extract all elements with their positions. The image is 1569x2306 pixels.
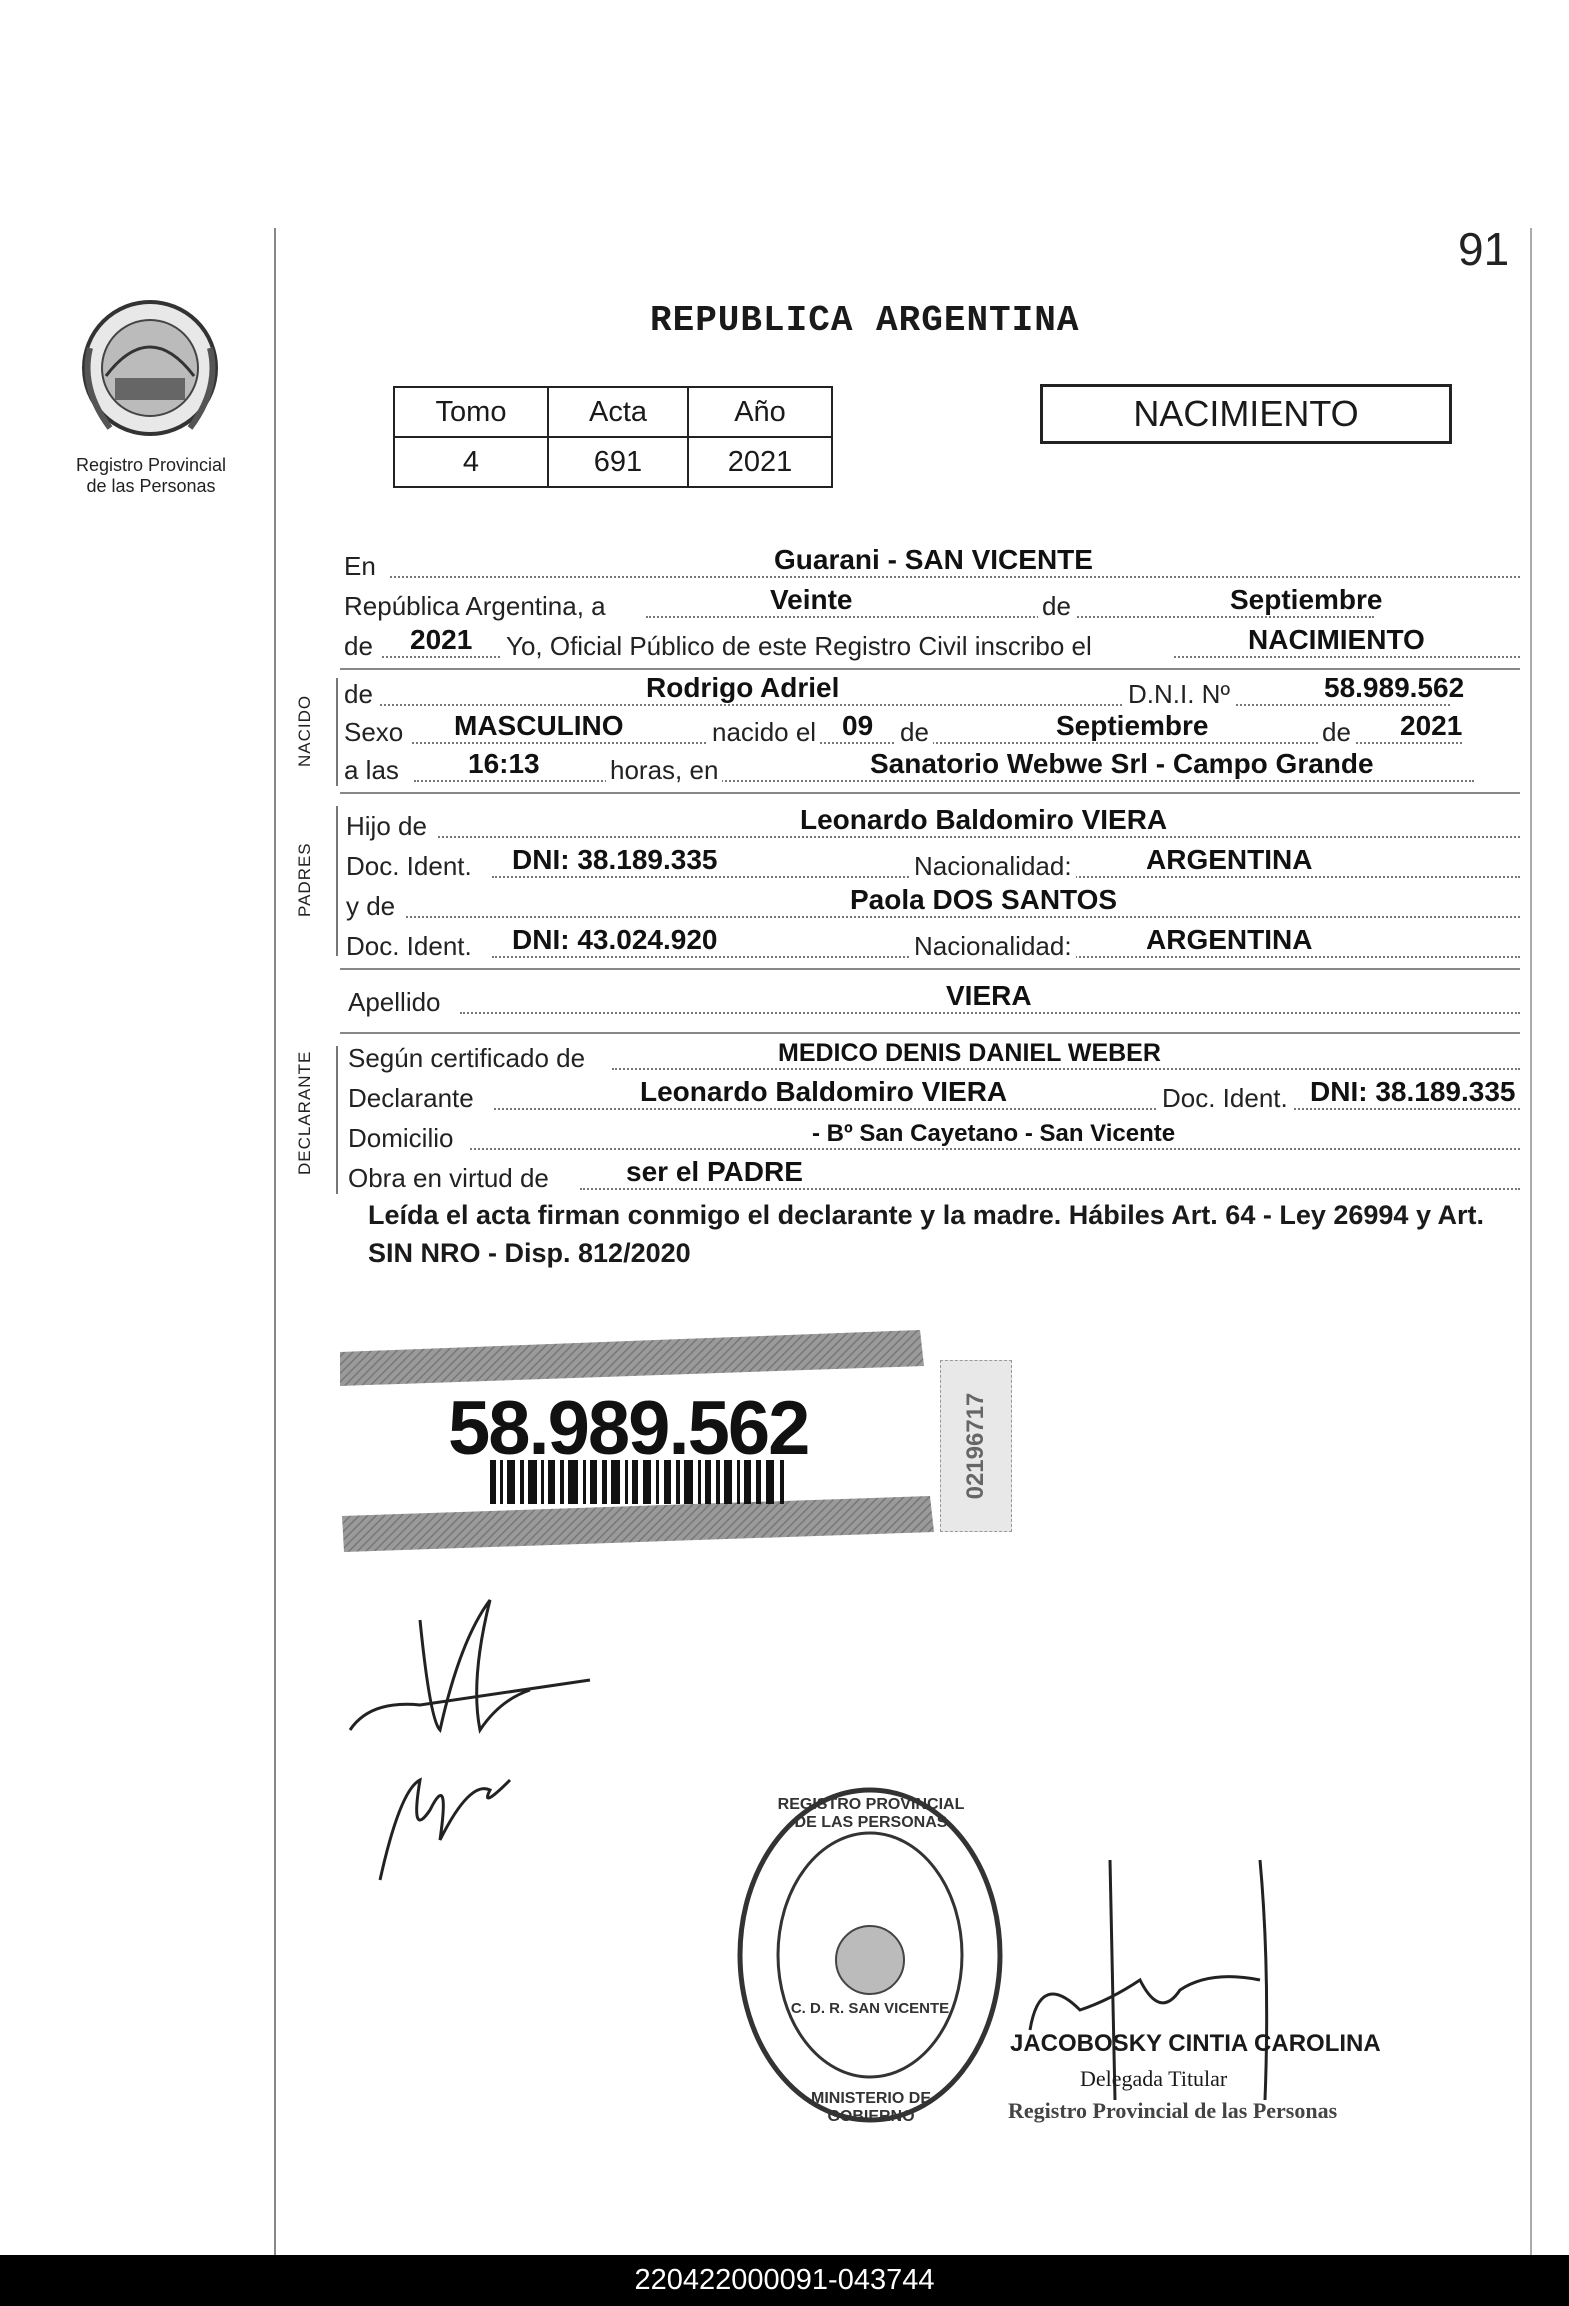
value-mother-name: Paola DOS SANTOS bbox=[850, 884, 1118, 915]
nacido-section-label: NACIDO bbox=[295, 694, 314, 767]
label-nacionalidad: Nacionalidad: bbox=[910, 851, 1076, 882]
row-date bbox=[340, 584, 1520, 624]
separator-line bbox=[340, 968, 1520, 970]
label-inscribo: Yo, Oficial Público de este Registro Civil inscribo el bbox=[506, 631, 1092, 661]
header-tomo: Tomo bbox=[394, 387, 548, 437]
row-certificado bbox=[340, 1040, 1520, 1076]
label-declarante: Declarante bbox=[348, 1083, 474, 1113]
footer-record-code: 220422000091-043744 bbox=[0, 2255, 1569, 2306]
label-dni: D.N.I. Nº bbox=[1124, 679, 1234, 710]
value-apellido: VIERA bbox=[946, 980, 1032, 1011]
value-birth-year: 2021 bbox=[1400, 710, 1463, 741]
row-en bbox=[340, 544, 1520, 584]
dots bbox=[646, 616, 1374, 618]
row-nacido-name bbox=[340, 672, 1520, 712]
row-domicilio bbox=[340, 1120, 1520, 1156]
value-father-name: Leonardo Baldomiro VIERA bbox=[800, 804, 1168, 835]
issuer-caption-line2: de las Personas bbox=[86, 476, 216, 496]
left-margin-line bbox=[274, 228, 276, 2258]
closing-statement: Leída el acta firman conmigo el declarante y la madre. Hábiles Art. 64 - Ley 26994 y Art. SIN NRO - Disp. 812/2020 bbox=[368, 1200, 1484, 1268]
label-de-year: de bbox=[344, 631, 373, 661]
value-year: 2021 bbox=[410, 624, 473, 655]
label-doc-ident: Doc. Ident. bbox=[346, 851, 472, 881]
padres-section-label: PADRES bbox=[295, 842, 314, 917]
dots bbox=[406, 916, 1520, 918]
value-mother-doc: DNI: 43.024.920 bbox=[512, 924, 718, 955]
value-sexo: MASCULINO bbox=[454, 710, 624, 741]
row-declarante bbox=[340, 1076, 1520, 1116]
label-sexo: Sexo bbox=[344, 717, 404, 747]
label-horas-en: horas, en bbox=[606, 755, 722, 786]
label-de-month: de bbox=[1318, 717, 1355, 748]
label-doc-ident: Doc. Ident. bbox=[1158, 1083, 1292, 1114]
padres-section-bar bbox=[336, 806, 338, 956]
seal-top-text: REGISTRO PROVINCIAL DE LAS PERSONAS bbox=[777, 1796, 965, 1831]
issuer-caption bbox=[40, 455, 262, 497]
row-mother-doc bbox=[340, 924, 1520, 964]
value-birth-day: 09 bbox=[842, 710, 874, 741]
dots bbox=[380, 704, 1450, 706]
value-month: Septiembre bbox=[1230, 584, 1383, 615]
dots bbox=[580, 1188, 1520, 1190]
officer-role: Delegada Titular bbox=[1080, 2066, 1228, 2091]
row-apellido bbox=[340, 980, 1520, 1020]
dots bbox=[382, 656, 500, 658]
dots bbox=[438, 836, 1520, 838]
row-nacido-time bbox=[340, 748, 1520, 788]
label-certificado: Según certificado de bbox=[348, 1043, 586, 1073]
row-father-doc bbox=[340, 844, 1520, 884]
value-ano: 2021 bbox=[688, 437, 832, 487]
value-father-nat: ARGENTINA bbox=[1146, 844, 1313, 875]
dots bbox=[414, 780, 1474, 782]
label-nacionalidad: Nacionalidad: bbox=[910, 931, 1076, 962]
value-inscribo: NACIMIENTO bbox=[1248, 624, 1425, 655]
country-title: REPUBLICA ARGENTINA bbox=[650, 300, 1080, 341]
label-domicilio: Domicilio bbox=[348, 1123, 454, 1153]
row-hijo-de bbox=[340, 804, 1520, 844]
separator-line bbox=[340, 792, 1520, 794]
label-a-las: a las bbox=[344, 755, 399, 785]
label-hijo-de: Hijo de bbox=[346, 811, 427, 841]
dots bbox=[470, 1148, 1520, 1150]
row-obra bbox=[340, 1156, 1520, 1196]
value-mother-nat: ARGENTINA bbox=[1146, 924, 1313, 955]
value-child-name: Rodrigo Adriel bbox=[646, 672, 840, 703]
label-de-name: de bbox=[344, 679, 373, 709]
label-obra: Obra en virtud de bbox=[348, 1163, 549, 1193]
dots bbox=[412, 742, 1462, 744]
label-doc-ident: Doc. Ident. bbox=[346, 931, 472, 961]
label-en: En bbox=[344, 551, 376, 581]
id-label-number: 58.989.562 bbox=[448, 1386, 809, 1471]
stamp-code-text: 02196717 bbox=[962, 1392, 989, 1500]
separator-line bbox=[340, 668, 1520, 670]
seal-bottom-text: MINISTERIO DE GOBIERNO bbox=[810, 2090, 931, 2125]
dots bbox=[612, 1068, 1520, 1070]
value-locality: Guarani - SAN VICENTE bbox=[774, 544, 1093, 575]
label-y-de: y de bbox=[346, 891, 396, 921]
value-obra: ser el PADRE bbox=[626, 1156, 803, 1187]
dots bbox=[1174, 656, 1520, 658]
registry-seal-stamp bbox=[730, 1780, 1010, 2130]
value-child-dni: 58.989.562 bbox=[1324, 672, 1465, 703]
row-year bbox=[340, 624, 1520, 664]
value-father-doc: DNI: 38.189.335 bbox=[512, 844, 718, 875]
mother-signature bbox=[370, 1750, 520, 1890]
stamp-code-box bbox=[940, 1360, 1012, 1532]
value-domicilio: - Bº San Cayetano - San Vicente bbox=[812, 1120, 1176, 1147]
officer-name: JACOBOSKY CINTIA CAROLINA bbox=[1010, 2030, 1381, 2057]
separator-line bbox=[340, 1032, 1520, 1034]
dots bbox=[494, 1108, 1520, 1110]
register-table bbox=[393, 386, 833, 488]
label-republica: República Argentina, a bbox=[344, 591, 606, 621]
document-type-box: NACIMIENTO bbox=[1040, 384, 1452, 444]
label-nacido-el: nacido el bbox=[708, 717, 820, 748]
value-declarante: Leonardo Baldomiro VIERA bbox=[640, 1076, 1008, 1107]
value-acta: 691 bbox=[548, 437, 688, 487]
province-seal-logo bbox=[70, 288, 230, 448]
dots bbox=[390, 576, 1520, 578]
label-de-day: de bbox=[896, 717, 933, 748]
value-birth-time: 16:13 bbox=[468, 748, 540, 779]
issuer-caption-line1: Registro Provincial bbox=[75, 455, 227, 475]
nacido-section-bar bbox=[336, 678, 338, 786]
declarante-section-bar bbox=[336, 1046, 338, 1194]
row-y-de bbox=[340, 884, 1520, 924]
value-certificado: MEDICO DENIS DANIEL WEBER bbox=[778, 1039, 1161, 1067]
value-birth-month: Septiembre bbox=[1056, 710, 1209, 741]
header-acta: Acta bbox=[548, 387, 688, 437]
label-apellido: Apellido bbox=[348, 987, 441, 1017]
header-ano: Año bbox=[688, 387, 832, 437]
value-day: Veinte bbox=[770, 584, 853, 615]
page-number: 91 bbox=[1458, 223, 1510, 275]
declarante-section-label: DECLARANTE bbox=[295, 1050, 314, 1175]
value-declarante-doc: DNI: 38.189.335 bbox=[1310, 1076, 1516, 1107]
row-nacido-sexo bbox=[340, 710, 1520, 750]
value-tomo: 4 bbox=[394, 437, 548, 487]
right-margin-line bbox=[1530, 228, 1532, 2258]
officer-office: Registro Provincial de las Personas bbox=[1008, 2098, 1338, 2123]
label-de: de bbox=[1038, 591, 1075, 622]
seal-center-text: C. D. R. SAN VICENTE bbox=[790, 2000, 950, 2017]
dots bbox=[460, 1012, 1520, 1014]
declarant-signature bbox=[330, 1580, 600, 1760]
value-birth-place: Sanatorio Webwe Srl - Campo Grande bbox=[870, 748, 1374, 779]
